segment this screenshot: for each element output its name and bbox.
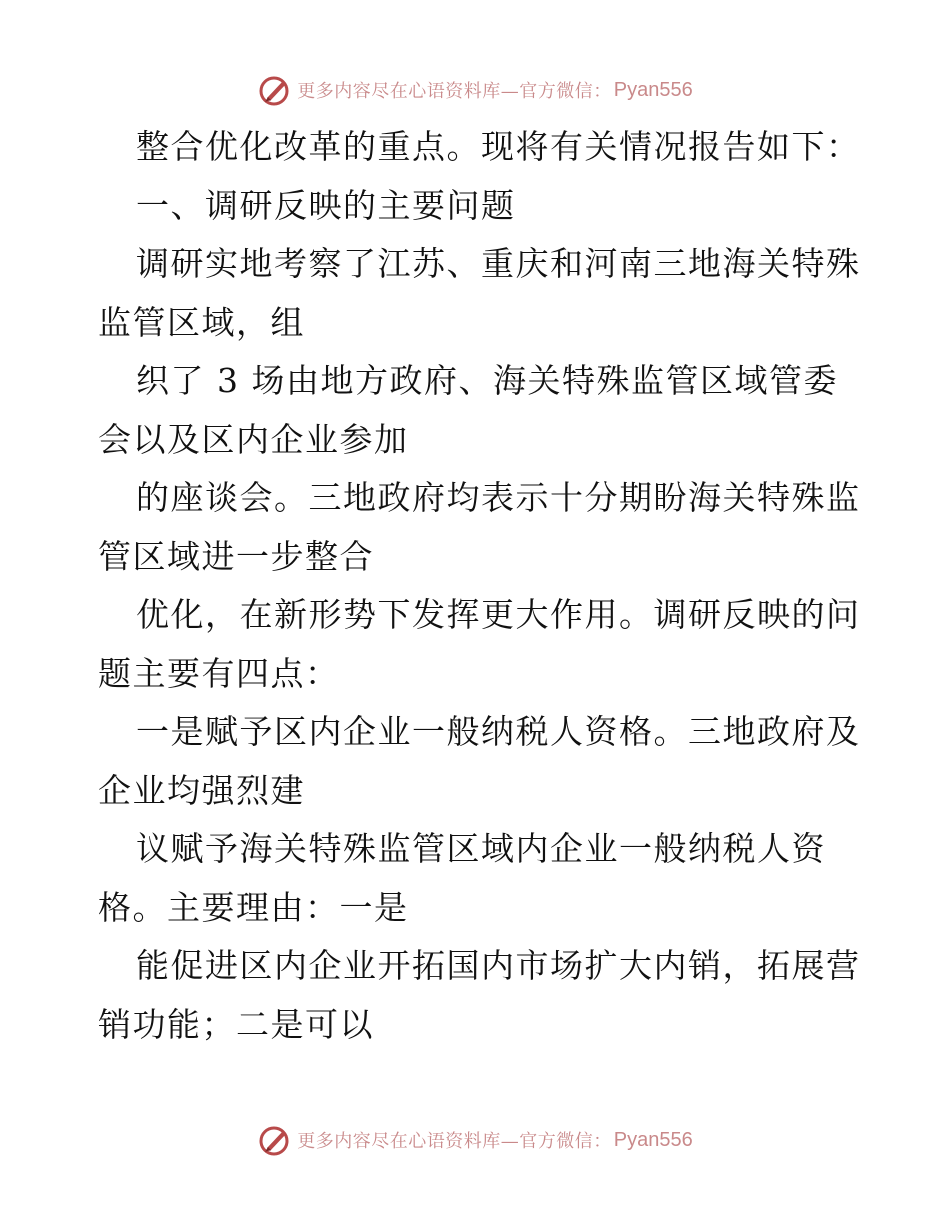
text-line: 管区域进一步整合 <box>98 536 374 576</box>
text-line: 题主要有四点： <box>98 653 340 693</box>
text-line: 议赋予海关特殊监管区域内企业一般纳税人资 <box>136 829 826 868</box>
pen-circle-logo-icon <box>257 72 293 108</box>
footer-banner <box>0 1120 950 1160</box>
text-line: 企业均强烈建 <box>98 770 305 810</box>
text-line: 一、调研反映的主要问题 <box>136 185 516 225</box>
text-line: 监管区域，组 <box>98 302 305 342</box>
text-line: 的座谈会。三地政府均表示十分期盼海关特殊监 <box>136 478 861 517</box>
text-line: 销功能；二是可以 <box>98 1004 374 1044</box>
text-line: 优化，在新形势下发挥更大作用。调研反映的问 <box>136 595 861 634</box>
text-line: 一是赋予区内企业一般纳税人资格。三地政府及 <box>136 712 861 751</box>
document-body <box>98 118 861 1054</box>
text-line: 格。主要理由：一是 <box>98 887 409 927</box>
banner-text: 更多内容尽在心语资料库—官方微信： <box>297 81 612 102</box>
banner-wechat-id: Pyan556 <box>613 1128 693 1151</box>
banner-wechat-id: Pyan556 <box>613 78 693 101</box>
pen-circle-logo-icon <box>257 1122 293 1158</box>
text-line: 能促进区内企业开拓国内市场扩大内销，拓展营 <box>136 946 861 985</box>
text-line: 整合优化改革的重点。现将有关情况报告如下： <box>136 127 861 166</box>
text-line: 调研实地考察了江苏、重庆和河南三地海关特殊 <box>136 244 861 283</box>
text-line: 会以及区内企业参加 <box>98 419 409 459</box>
text-line: 织了 3 场由地方政府、海关特殊监管区域管委 <box>136 361 838 400</box>
header-banner <box>0 70 950 110</box>
banner-text: 更多内容尽在心语资料库—官方微信： <box>297 1131 612 1152</box>
